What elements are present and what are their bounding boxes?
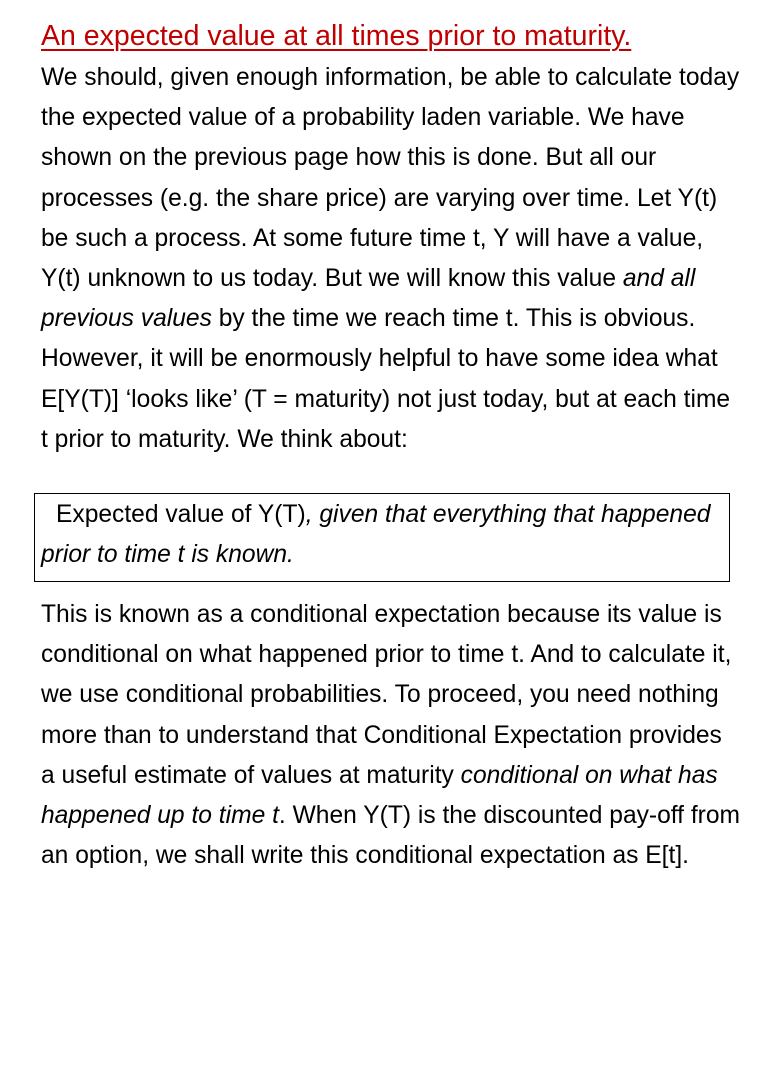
conditional-expectation-paragraph xyxy=(41,595,741,876)
intro-text-a: We should, given enough information, be able to calculate today the expected value of a probability laden variable. We have shown on the previous page how this is done. But all our processes (e.g. the share price) are varying over time. Let Y(t) be such a process. At some future time t, Y will have a value, Y(t) unknown to us today. But we will know this value xyxy=(41,64,740,293)
explanation-italic-a: conditional on what has happened up to time t xyxy=(41,761,718,830)
definition-callout-box xyxy=(34,493,730,582)
callout-text-a: Expected value of Y(T) xyxy=(56,501,306,529)
explanation-text-b: . When Y(T) is the discounted pay-off from an option, we shall write this conditional expectation as E[t]. xyxy=(41,802,741,870)
callout-italic-a: , given that everything that happened prior to time t is known. xyxy=(41,501,711,569)
document-page xyxy=(41,16,741,876)
explanation-text-a: This is known as a conditional expectation because its value is conditional on what happened prior to time t. And to calculate it, we use conditional probabilities. To proceed, you need nothing more than to understand that Conditional Expectation provides a useful estimate of values at maturity xyxy=(41,601,732,789)
intro-paragraph xyxy=(41,58,741,460)
intro-italic-a: and all previous values xyxy=(41,265,696,333)
section-heading: An expected value at all times prior to maturity. xyxy=(41,20,632,52)
intro-text-b: by the time we reach time t. This is obvious. However, it will be enormously helpful to have some idea what E[Y(T)] ‘looks like’ (T = maturity) not just today, but at each time t prior to maturity. We think about: xyxy=(41,305,731,453)
